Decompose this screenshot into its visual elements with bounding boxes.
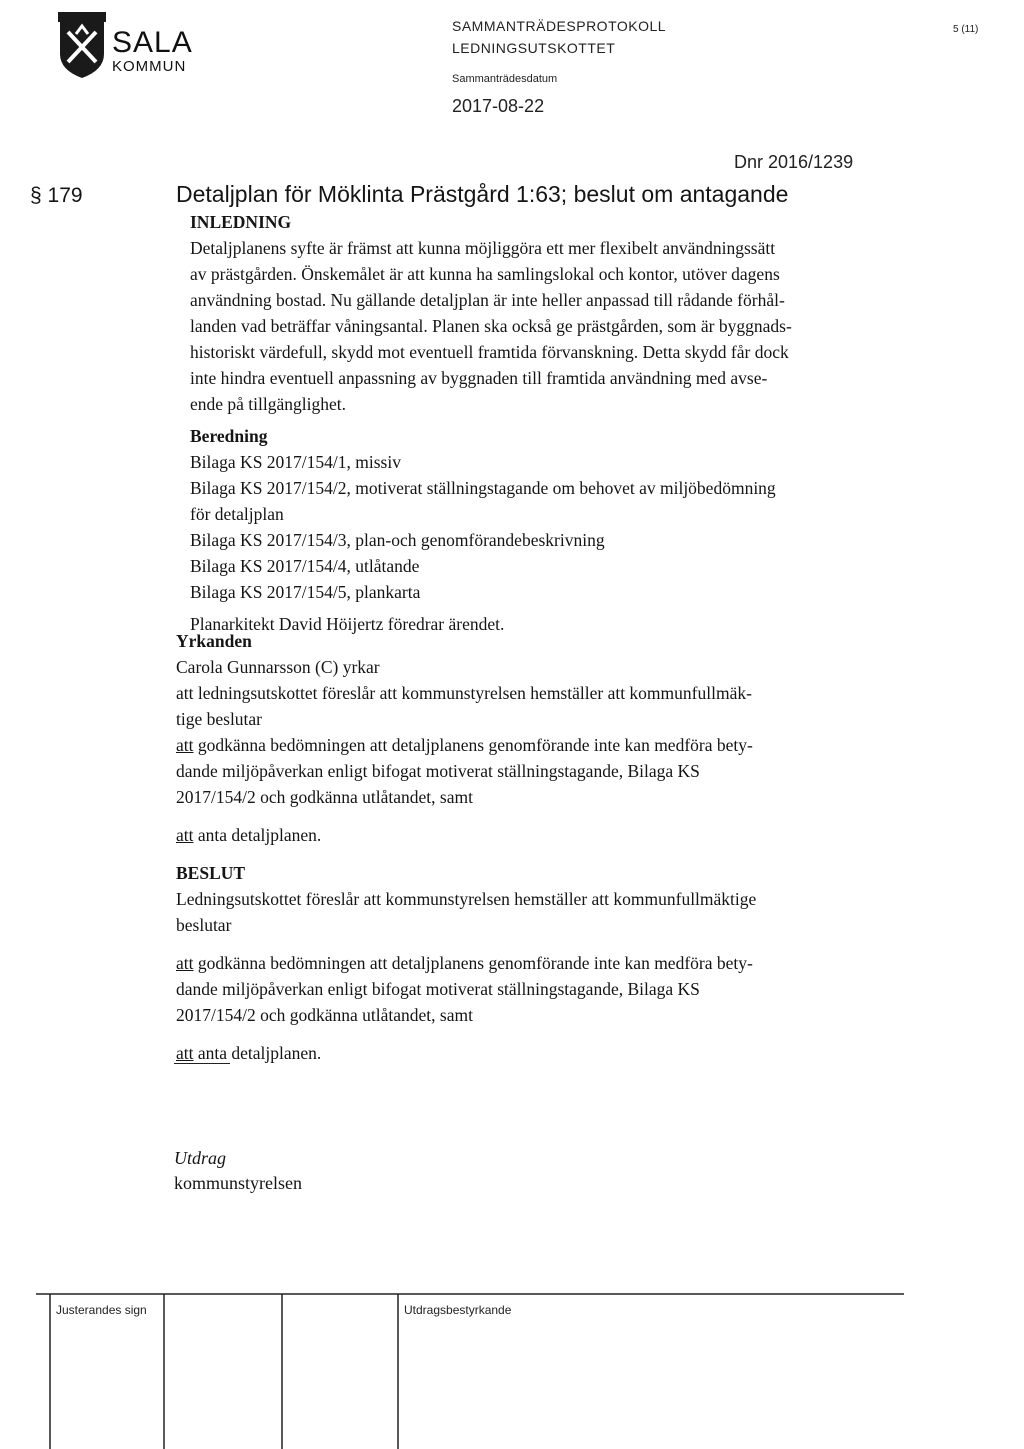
yrkanden-intro: att ledningsutskottet föreslår att kommunstyrelsen hemställer att kommunfullmäk-: [176, 683, 752, 703]
attachment-item: Bilaga KS 2017/154/2, motiverat ställningstagande om behovet av miljöbedömning: [190, 478, 776, 498]
case-number: Dnr 2016/1239: [734, 152, 854, 172]
section-divider: [174, 1063, 230, 1064]
att-word: att: [176, 735, 194, 755]
committee-name: LEDNINGSUTSKOTTET: [452, 40, 616, 56]
beslut-intro: Ledningsutskottet föreslår att kommunstyrelsen hemställer att kommunfullmäktige: [176, 889, 757, 909]
attachment-item: Bilaga KS 2017/154/4, utlåtande: [190, 556, 420, 576]
beredning-heading: Beredning: [190, 426, 268, 446]
sala-kommun-logo-icon: [56, 10, 108, 80]
proposer-line: Carola Gunnarsson (C) yrkar: [176, 657, 380, 677]
extract-certification-label: Utdragsbestyrkande: [404, 1303, 512, 1317]
yrkanden-att-1: att godkänna bedömningen att detaljplanens genomförande inte kan medföra bety-: [176, 735, 753, 755]
presenter-line: Planarkitekt David Höijertz föredrar ärendet.: [190, 614, 505, 634]
att-word: att: [176, 1043, 194, 1063]
logo-subtitle: KOMMUN: [112, 58, 187, 75]
inledning-line: av prästgården. Önskemålet är att kunna ha samlingslokal och kontor, utöver dagens: [190, 264, 780, 284]
signature-label: Justerandes sign: [56, 1303, 147, 1317]
beslut-att-1: att godkänna bedömningen att detaljplanens genomförande inte kan medföra bety-: [176, 953, 753, 973]
yrkanden-heading: Yrkanden: [176, 631, 252, 651]
yrkanden-att-2: att anta detaljplanen.: [176, 825, 322, 845]
paragraph-number: § 179: [30, 184, 83, 207]
inledning-line: inte hindra eventuell anpassning av byggnaden till framtida användning med avse-: [190, 368, 768, 388]
utdrag-label: Utdrag: [174, 1148, 227, 1168]
inledning-heading: INLEDNING: [190, 212, 292, 232]
meeting-date-label: Sammanträdesdatum: [452, 73, 558, 85]
yrkanden-att-1-cont: 2017/154/2 och godkänna utlåtandet, samt: [176, 787, 473, 807]
attachment-item: Bilaga KS 2017/154/1, missiv: [190, 452, 401, 472]
beslut-att-1-cont: dande miljöpåverkan enligt bifogat motiverat ställningstagande, Bilaga KS: [176, 979, 700, 999]
inledning-line: historiskt värdefull, skydd mot eventuell framtida förvanskning. Detta skydd får dock: [190, 342, 789, 362]
beslut-att-2: att anta detaljplanen.: [176, 1043, 322, 1063]
beslut-heading: BESLUT: [176, 863, 246, 883]
inledning-line: användning bostad. Nu gällande detaljplan är inte heller anpassad till rådande förhål-: [190, 290, 785, 310]
utdrag-recipient: kommunstyrelsen: [174, 1173, 302, 1193]
attachment-item: för detaljplan: [190, 504, 284, 524]
att-word: att: [176, 825, 194, 845]
attachment-item: Bilaga KS 2017/154/5, plankarta: [190, 582, 421, 602]
inledning-line: ende på tillgänglighet.: [190, 394, 346, 414]
attachment-item: Bilaga KS 2017/154/3, plan-och genomförandebeskrivning: [190, 530, 605, 550]
logo-name: SALA: [112, 26, 193, 59]
inledning-line: Detaljplanens syfte är främst att kunna möjliggöra ett mer flexibelt användningssätt: [190, 238, 776, 258]
yrkanden-att-1-cont: dande miljöpåverkan enligt bifogat motiverat ställningstagande, Bilaga KS: [176, 761, 700, 781]
beslut-att-1-cont: 2017/154/2 och godkänna utlåtandet, samt: [176, 1005, 473, 1025]
beslut-intro: beslutar: [176, 915, 232, 935]
case-title: Detaljplan för Möklinta Prästgård 1:63; beslut om antagande: [176, 181, 789, 207]
yrkanden-intro: tige beslutar: [176, 709, 263, 729]
decision-section: [176, 628, 876, 1066]
page-number: 5 (11): [953, 24, 979, 35]
document-title: SAMMANTRÄDESPROTOKOLL: [452, 18, 667, 34]
document-body: [190, 209, 880, 637]
inledning-line: landen vad beträffar våningsantal. Planen ska också ge prästgården, som är byggnads-: [190, 316, 792, 336]
meeting-date: 2017-08-22: [452, 96, 545, 116]
att-word: att: [176, 953, 194, 973]
